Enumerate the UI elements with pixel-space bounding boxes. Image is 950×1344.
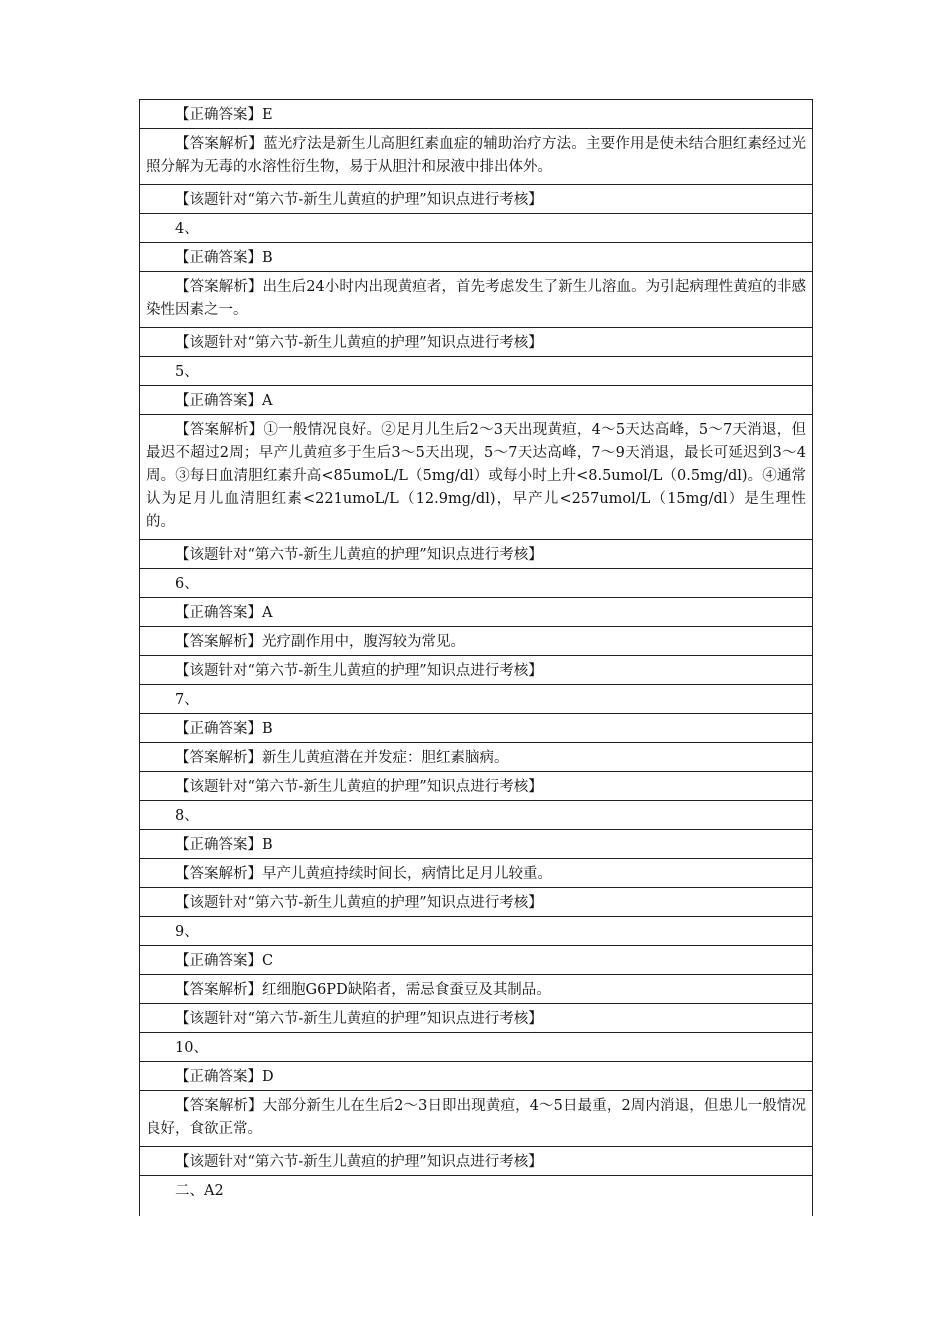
knowledge-point-row: 【该题针对“第六节-新生儿黄疸的护理”知识点进行考核】 [140,185,812,214]
analysis-row: 【答案解析】红细胞G6PD缺陷者，需忌食蚕豆及其制品。 [140,975,812,1004]
analysis-row: 【答案解析】大部分新生儿在生后2～3日即出现黄疸，4～5日最重，2周内消退，但患儿一般情况良好，食欲正常。 [140,1091,812,1147]
knowledge-point-row: 【该题针对“第六节-新生儿黄疸的护理”知识点进行考核】 [140,772,812,801]
knowledge-point-row: 【该题针对“第六节-新生儿黄疸的护理”知识点进行考核】 [140,1004,812,1033]
question-number-row: 5、 [140,357,812,386]
knowledge-point-row: 【该题针对“第六节-新生儿黄疸的护理”知识点进行考核】 [140,888,812,917]
knowledge-point-row: 【该题针对“第六节-新生儿黄疸的护理”知识点进行考核】 [140,540,812,569]
knowledge-point-row: 【该题针对“第六节-新生儿黄疸的护理”知识点进行考核】 [140,656,812,685]
question-number-row: 6、 [140,569,812,598]
analysis-row: 【答案解析】早产儿黄疸持续时间长，病情比足月儿较重。 [140,859,812,888]
question-number-row: 4、 [140,214,812,243]
answer-row: 【正确答案】C [140,946,812,975]
answer-row: 【正确答案】A [140,386,812,415]
question-number-row: 9、 [140,917,812,946]
analysis-row: 【答案解析】①一般情况良好。②足月儿生后2～3天出现黄疸，4～5天达高峰，5～7天消退，但最迟不超过2周；早产儿黄疸多于生后3～5天出现，5～7天达高峰，7～9天消退，最长可延迟到3～4周。③每日血清胆红素升高<85umoL/L（5mg/dl）或每小时上升<8.5umol/L（0.5mg/dl)。④通常认为足月儿血清胆红素<221umoL/L（12.9mg/dl)，早产儿<257umol/L（15mg/dl）是生理性的。 [140,415,812,540]
answer-table [139,99,813,1216]
knowledge-point-row: 【该题针对“第六节-新生儿黄疸的护理”知识点进行考核】 [140,328,812,357]
question-number-row: 8、 [140,801,812,830]
analysis-row: 【答案解析】新生儿黄疸潜在并发症：胆红素脑病。 [140,743,812,772]
section-heading-row: 二、A2 [175,1183,224,1199]
knowledge-point-row: 【该题针对“第六节-新生儿黄疸的护理”知识点进行考核】 [140,1147,812,1176]
answer-row: 【正确答案】B [140,830,812,859]
analysis-row: 【答案解析】蓝光疗法是新生儿高胆红素血症的辅助治疗方法。主要作用是使未结合胆红素经过光照分解为无毒的水溶性衍生物，易于从胆汁和尿液中排出体外。 [140,129,812,185]
answer-row: 【正确答案】B [140,243,812,272]
answer-row: 【正确答案】D [140,1062,812,1091]
analysis-row: 【答案解析】光疗副作用中，腹泻较为常见。 [140,627,812,656]
question-number-row: 7、 [140,685,812,714]
answer-row: 【正确答案】E [140,100,812,129]
analysis-row: 【答案解析】出生后24小时内出现黄疸者，首先考虑发生了新生儿溶血。为引起病理性黄疸的非感染性因素之一。 [140,272,812,328]
answer-row: 【正确答案】B [140,714,812,743]
answer-row: 【正确答案】A [140,598,812,627]
question-number-row: 10、 [140,1033,812,1062]
